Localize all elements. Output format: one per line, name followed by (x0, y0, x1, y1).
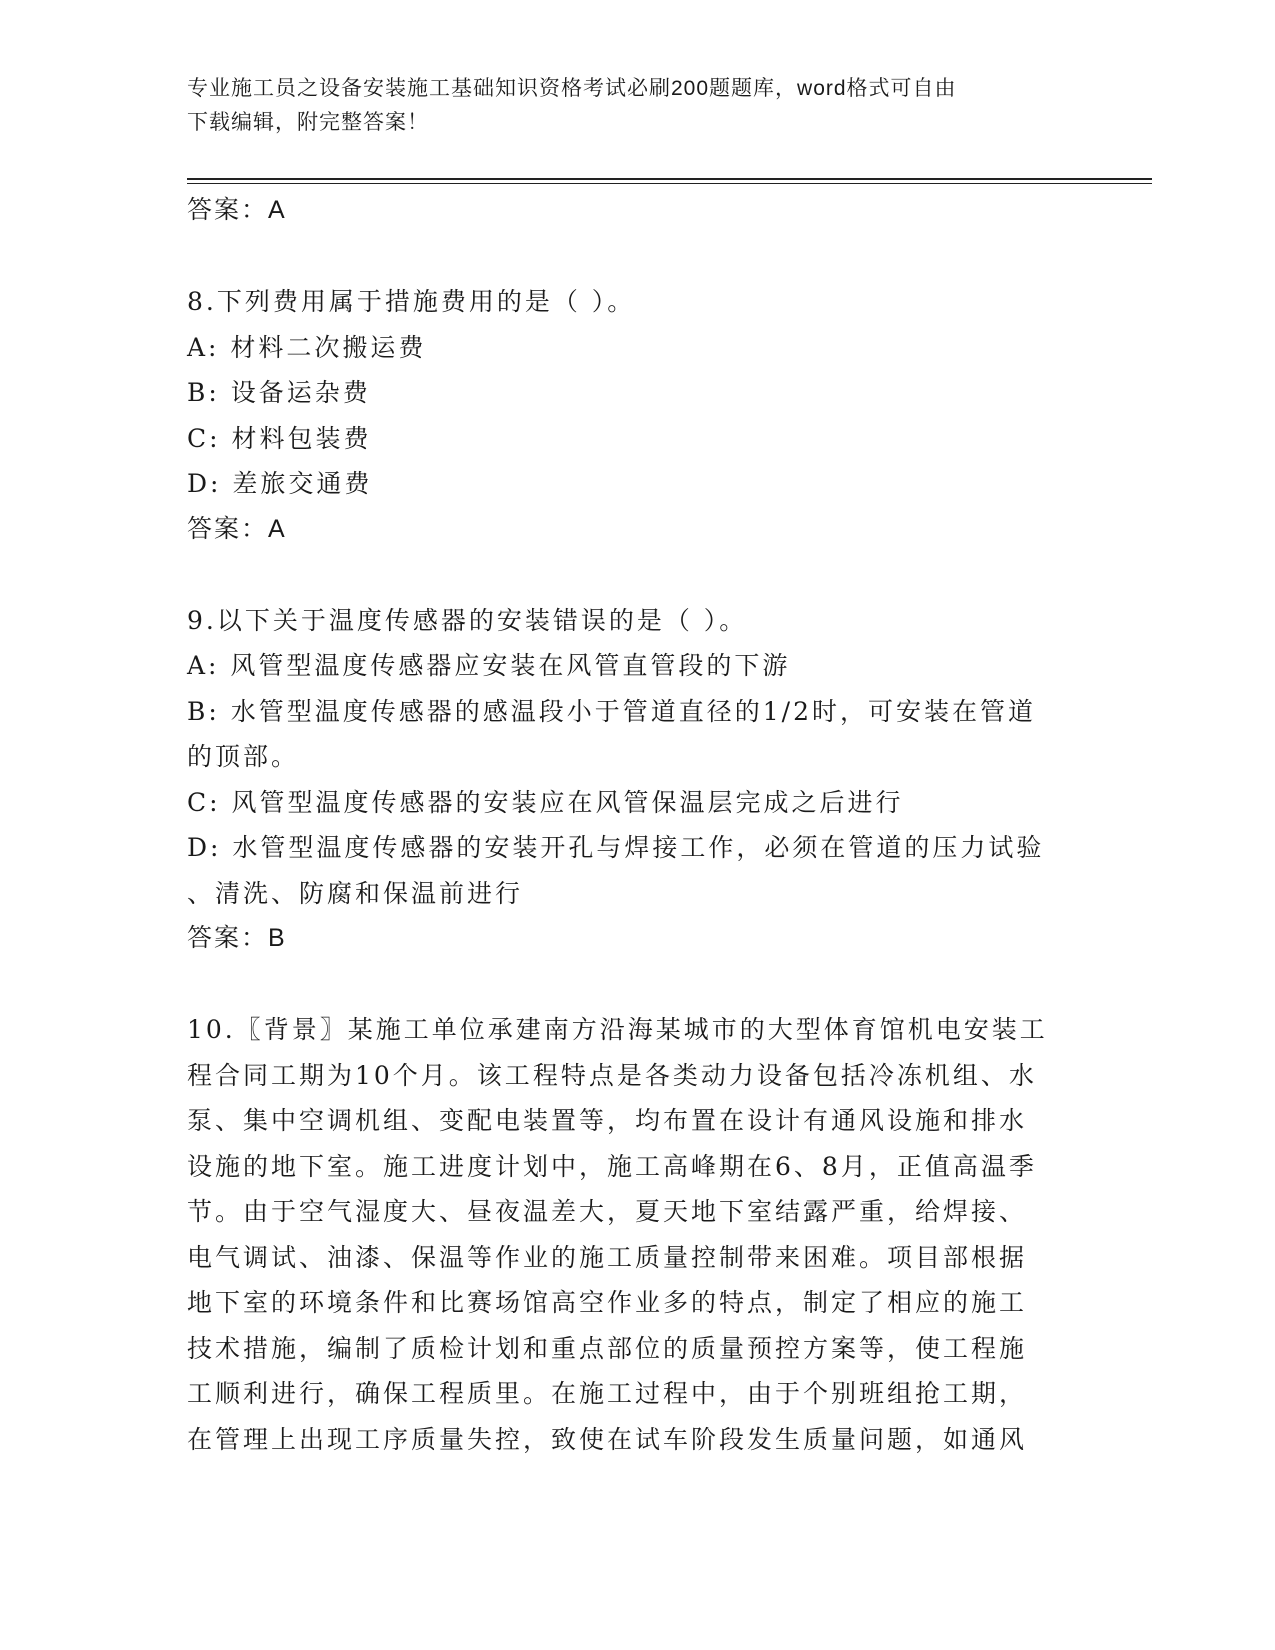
option-d-line-2: 、清洗、防腐和保温前进行 (187, 878, 524, 908)
question-8 (187, 279, 1077, 552)
spacer (187, 552, 1077, 598)
paragraph-line: 程合同工期为10个月。该工程特点是各类动力设备包括冷冻机组、水 (187, 1060, 1037, 1090)
question-stem: 9.以下关于温度传感器的安装错误的是（ ）。 (187, 605, 748, 635)
paragraph-line: 节。由于空气湿度大、昼夜温差大，夏天地下室结露严重，给焊接、 (187, 1197, 1028, 1226)
question-10 (187, 1007, 1077, 1462)
spacer (187, 234, 1077, 280)
header-line-1: 专业施工员之设备安装施工基础知识资格考试必刷200题题库，word格式可自由 (187, 77, 957, 100)
previous-answer: 答案：A (187, 196, 287, 224)
option-c: C: 材料包装费 (187, 423, 372, 453)
question-stem: 8.下列费用属于措施费用的是（ ）。 (187, 287, 636, 316)
answer: 答案：A (187, 514, 287, 543)
option-b-line-2: 的顶部。 (187, 742, 300, 771)
question-9 (187, 598, 1077, 962)
document-body (187, 188, 1077, 1462)
option-b: B: 设备运杂费 (187, 378, 371, 407)
paragraph-line: 设施的地下室。施工进度计划中，施工高峰期在6、8月，正值高温季 (187, 1151, 1037, 1181)
paragraph-line: 电气调试、油漆、保温等作业的施工质量控制带来困难。项目部根据 (187, 1242, 1028, 1272)
answer: 答案：B (187, 924, 287, 952)
option-c: C: 风管型温度传感器的安装应在风管保温层完成之后进行 (187, 787, 904, 817)
paragraph-line: 在管理上出现工序质量失控，致使在试车阶段发生质量问题，如通风 (187, 1424, 1028, 1454)
page-header (187, 72, 1067, 140)
option-a: A: 材料二次搬运费 (187, 332, 427, 362)
header-rule-thick (187, 178, 1152, 180)
header-line-2: 下载编辑，附完整答案！ (187, 111, 429, 134)
header-rule-thin (187, 183, 1152, 184)
paragraph-line: 地下室的环境条件和比赛场馆高空作业多的特点，制定了相应的施工 (187, 1288, 1028, 1317)
spacer (187, 962, 1077, 1008)
paragraph-line: 工顺利进行，确保工程质里。在施工过程中，由于个别班组抢工期， (187, 1379, 1028, 1408)
paragraph-line: 泵、集中空调机组、变配电装置等，均布置在设计有通风设施和排水 (187, 1106, 1028, 1135)
option-d: D: 差旅交通费 (187, 469, 373, 498)
paragraph-line: 技术措施，编制了质检计划和重点部位的质量预控方案等，使工程施 (187, 1333, 1028, 1363)
paragraph-line: 10.〖背景〗某施工单位承建南方沿海某城市的大型体育馆机电安装工 (187, 1015, 1048, 1044)
option-a: A: 风管型温度传感器应安装在风管直管段的下游 (187, 651, 791, 680)
option-b-line-1: B: 水管型温度传感器的感温段小于管道直径的1/2时，可安装在管道 (187, 696, 1036, 726)
option-d-line-1: D: 水管型温度传感器的安装开孔与焊接工作，必须在管道的压力试验 (187, 833, 1045, 862)
